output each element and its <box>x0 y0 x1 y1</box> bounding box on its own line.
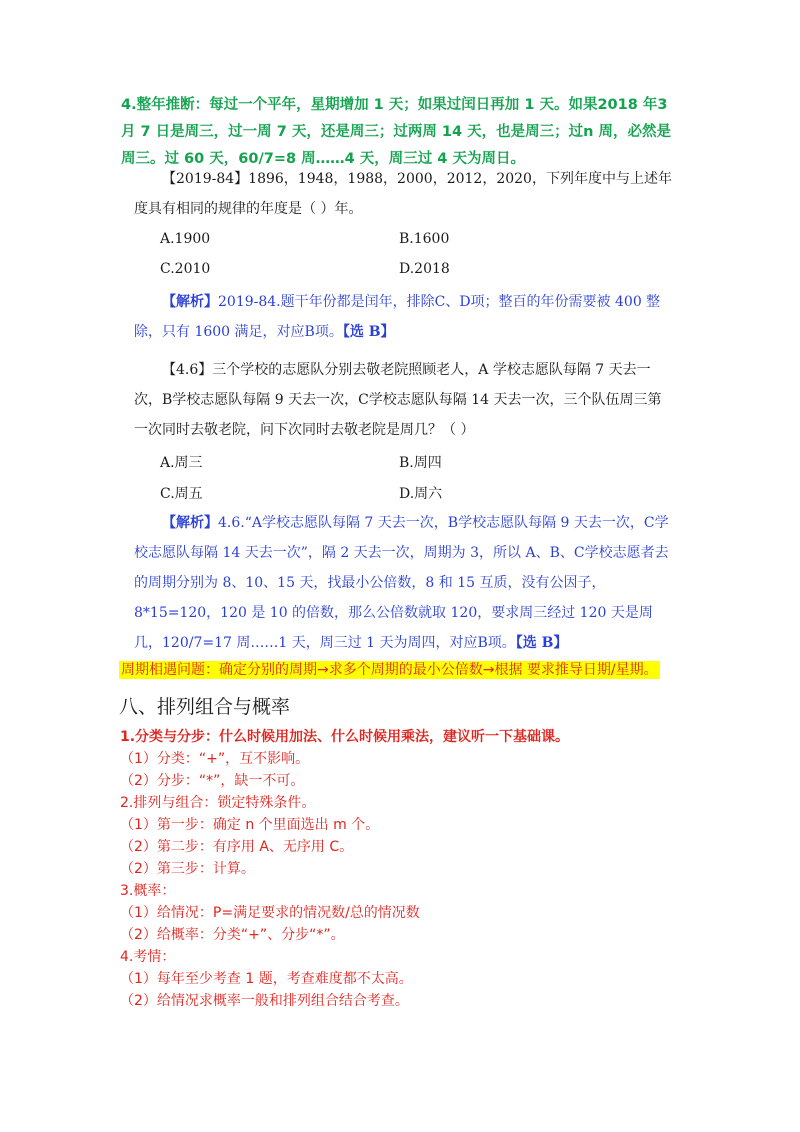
note-line: （2）第二步：有序用 A、无序用 C。 <box>120 839 354 855</box>
note-line: （2）给情况求概率一般和排列组合结合考查。 <box>120 993 409 1009</box>
section-notes <box>120 726 720 1012</box>
note-line: 3.概率： <box>120 883 176 899</box>
answer-tag: 【选 B】 <box>342 324 395 340</box>
answer-tag: 【选 B】 <box>515 635 568 651</box>
option-b: B.周四 <box>399 455 442 471</box>
option-a: A.1900 <box>160 231 211 247</box>
analysis-2019-84 <box>134 287 674 347</box>
option-c: C.2010 <box>160 261 211 277</box>
note-line: （1）第一步：确定 n 个里面选出 m 个。 <box>120 817 380 833</box>
analysis-body: 2019-84.题干年份都是闰年，排除C、D项；整百的年份需要被 400 整除，只有 1600 满足，对应B项。 <box>134 294 661 340</box>
option-d: D.2018 <box>399 261 450 277</box>
option-d: D.周六 <box>399 486 443 502</box>
tip-paragraph: 4.整年推断：每过一个平年，星期增加 1 天；如果过闰日再加 1 天。如果2018 年3 月 7 日是周三，过一周 7 天，还是周三；过两周 14 天，也是周三；过n 周，必然是周三。过 60 天，60/7=8 周……4 天，周三过 4 天为周日。 <box>121 97 672 167</box>
note-line: 2.排列与组合：锁定特殊条件。 <box>120 795 316 811</box>
note-line: （2）第三步：计算。 <box>120 861 255 877</box>
option-a: A.周三 <box>160 455 203 471</box>
analysis-body: 4.6.“A学校志愿队每隔 7 天去一次，B学校志愿队每隔 9 天去一次，C学校志愿队每隔 14 天去一次”，隔 2 天去一次，周期为 3，所以 A、B、C学校志愿者去的周期分别为 8、10、15 天，找最小公倍数，8 和 15 互质，没有公因子，8*15=120，120 是 10 的倍数，那么公倍数就取 120，要求周三经过 120 天是周几，120/7=17 周……1 天，周三过 1 天为周四，对应B项。 <box>134 515 669 651</box>
question-2019-84-stem: 【2019-84】1896，1948，1988，2000，2012，2020，下列年度中与上述年度具有相同的规律的年度是（ ）年。 <box>134 171 672 217</box>
note-line: （2）分步：“*”，缺一不可。 <box>120 773 305 789</box>
option-c: C.周五 <box>160 486 203 502</box>
note-line: 1.分类与分步：什么时候用加法、什么时候用乘法，建议听一下基础课。 <box>120 729 570 745</box>
summary-highlight <box>119 659 660 681</box>
note-line: （2）给概率：分类“+”、分步“*”。 <box>120 927 345 943</box>
note-line: （1）给情况：P=满足要求的情况数/总的情况数 <box>120 905 420 921</box>
analysis-4-6 <box>134 508 674 658</box>
note-line: 4.考情： <box>120 949 176 965</box>
question-4-6-stem: 【4.6】三个学校的志愿队分别去敬老院照顾老人，A 学校志愿队每隔 7 天去一次，B学校志愿队每隔 9 天去一次，C学校志愿队每隔 14 天去一次，三个队伍周三第一次同时去敬老院，问下次同时去敬老院是周几？（ ） <box>134 362 662 438</box>
summary-text: 周期相遇问题：确定分别的周期→求多个周期的最小公倍数→根据 要求推导日期/星期。 <box>121 662 658 678</box>
note-line: （1）每年至少考查 1 题，考查难度都不太高。 <box>120 971 413 987</box>
analysis-tag: 【解析】 <box>162 515 218 531</box>
note-line: （1）分类：“+”，互不影响。 <box>120 751 310 767</box>
section-heading: 八、排列组合与概率 <box>119 696 291 718</box>
analysis-tag: 【解析】 <box>162 294 218 310</box>
option-b: B.1600 <box>399 231 450 247</box>
